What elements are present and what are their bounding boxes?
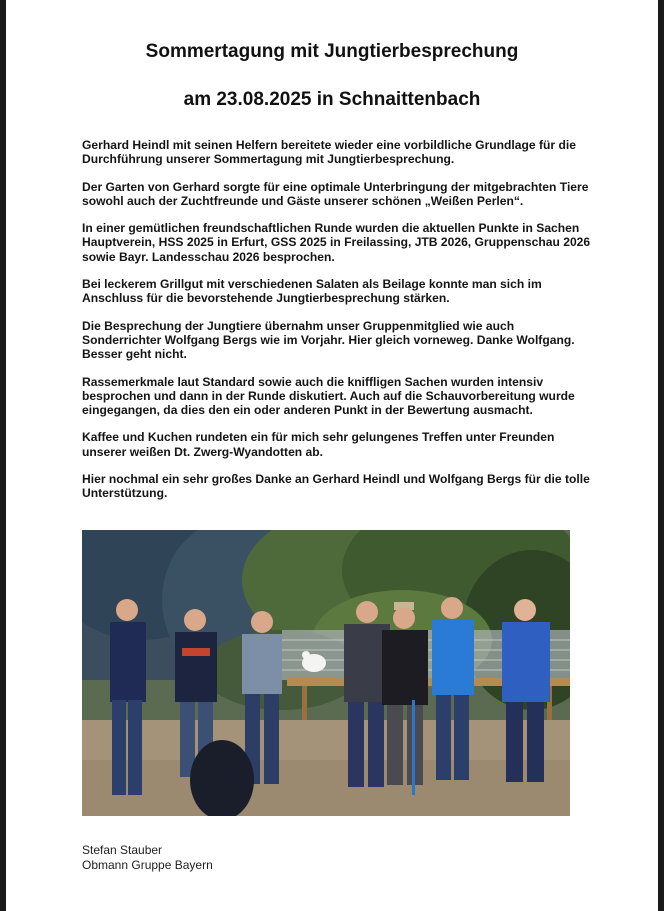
paragraph: Gerhard Heindl mit seinen Helfern bereitete wieder eine vorbildliche Grundlage für die Durchführung unserer Sommertagung mit Jungtierbesprechung.	[82, 138, 576, 167]
window-edge-right	[658, 0, 664, 911]
paragraph: Kaffee und Kuchen rundeten ein für mich sehr gelungenes Treffen unter Freunden unserer weißen Dt. Zwerg-Wyandotten ab.	[82, 430, 555, 459]
document-title: Sommertagung mit Jungtierbesprechung	[145, 41, 519, 62]
paragraph: Der Garten von Gerhard sorgte für eine optimale Unterbringung der mitgebrachten Tiere sowohl auch der Zuchtfreunde und Gäste unserer schönen „Weißen Perlen“.	[82, 179, 589, 208]
paragraph: Die Besprechung der Jungtiere übernahm unser Gruppenmitglied wie auch Sonderrichter Wolfgang Bergs wie im Vorjahr. Hier gleich vorneweg. Danke Wolfgang. Besser geht nicht.	[82, 318, 575, 362]
paragraph: Rassemerkmale laut Standard sowie auch die kniffligen Sachen wurden intensiv besprochen und dann in der Runde diskutiert. Auch auf die Schauvorbereitung wurde eingegangen, da dies den ein oder anderen Punkt in der Bewertung ausmacht.	[82, 374, 575, 418]
paragraph: In einer gemütlichen freundschaftlichen Runde wurden die aktuellen Punkte in Sachen Hauptverein, HSS 2025 in Erfurt, GSS 2025 in Freilassing, JTB 2026, Gruppenschau 2026 sowie Bayr. Landesschau 2026 besprochen.	[82, 221, 591, 264]
document-page	[6, 0, 658, 911]
document-body	[82, 138, 592, 514]
signature-name: Stefan Stauber	[82, 843, 163, 857]
document-subtitle: am 23.08.2025 in Schnaittenbach	[183, 89, 481, 110]
paragraph: Bei leckerem Grillgut mit verschiedenen Salaten als Beilage konnte man sich im Anschluss für die bevorstehende Jungtierbesprechung stärken.	[82, 277, 542, 306]
signature-block	[82, 843, 213, 873]
group-photo	[82, 530, 570, 816]
paragraph: Hier nochmal ein sehr großes Danke an Gerhard Heindl und Wolfgang Bergs für die tolle Unterstützung.	[82, 472, 590, 501]
signature-role: Obmann Gruppe Bayern	[82, 858, 213, 872]
